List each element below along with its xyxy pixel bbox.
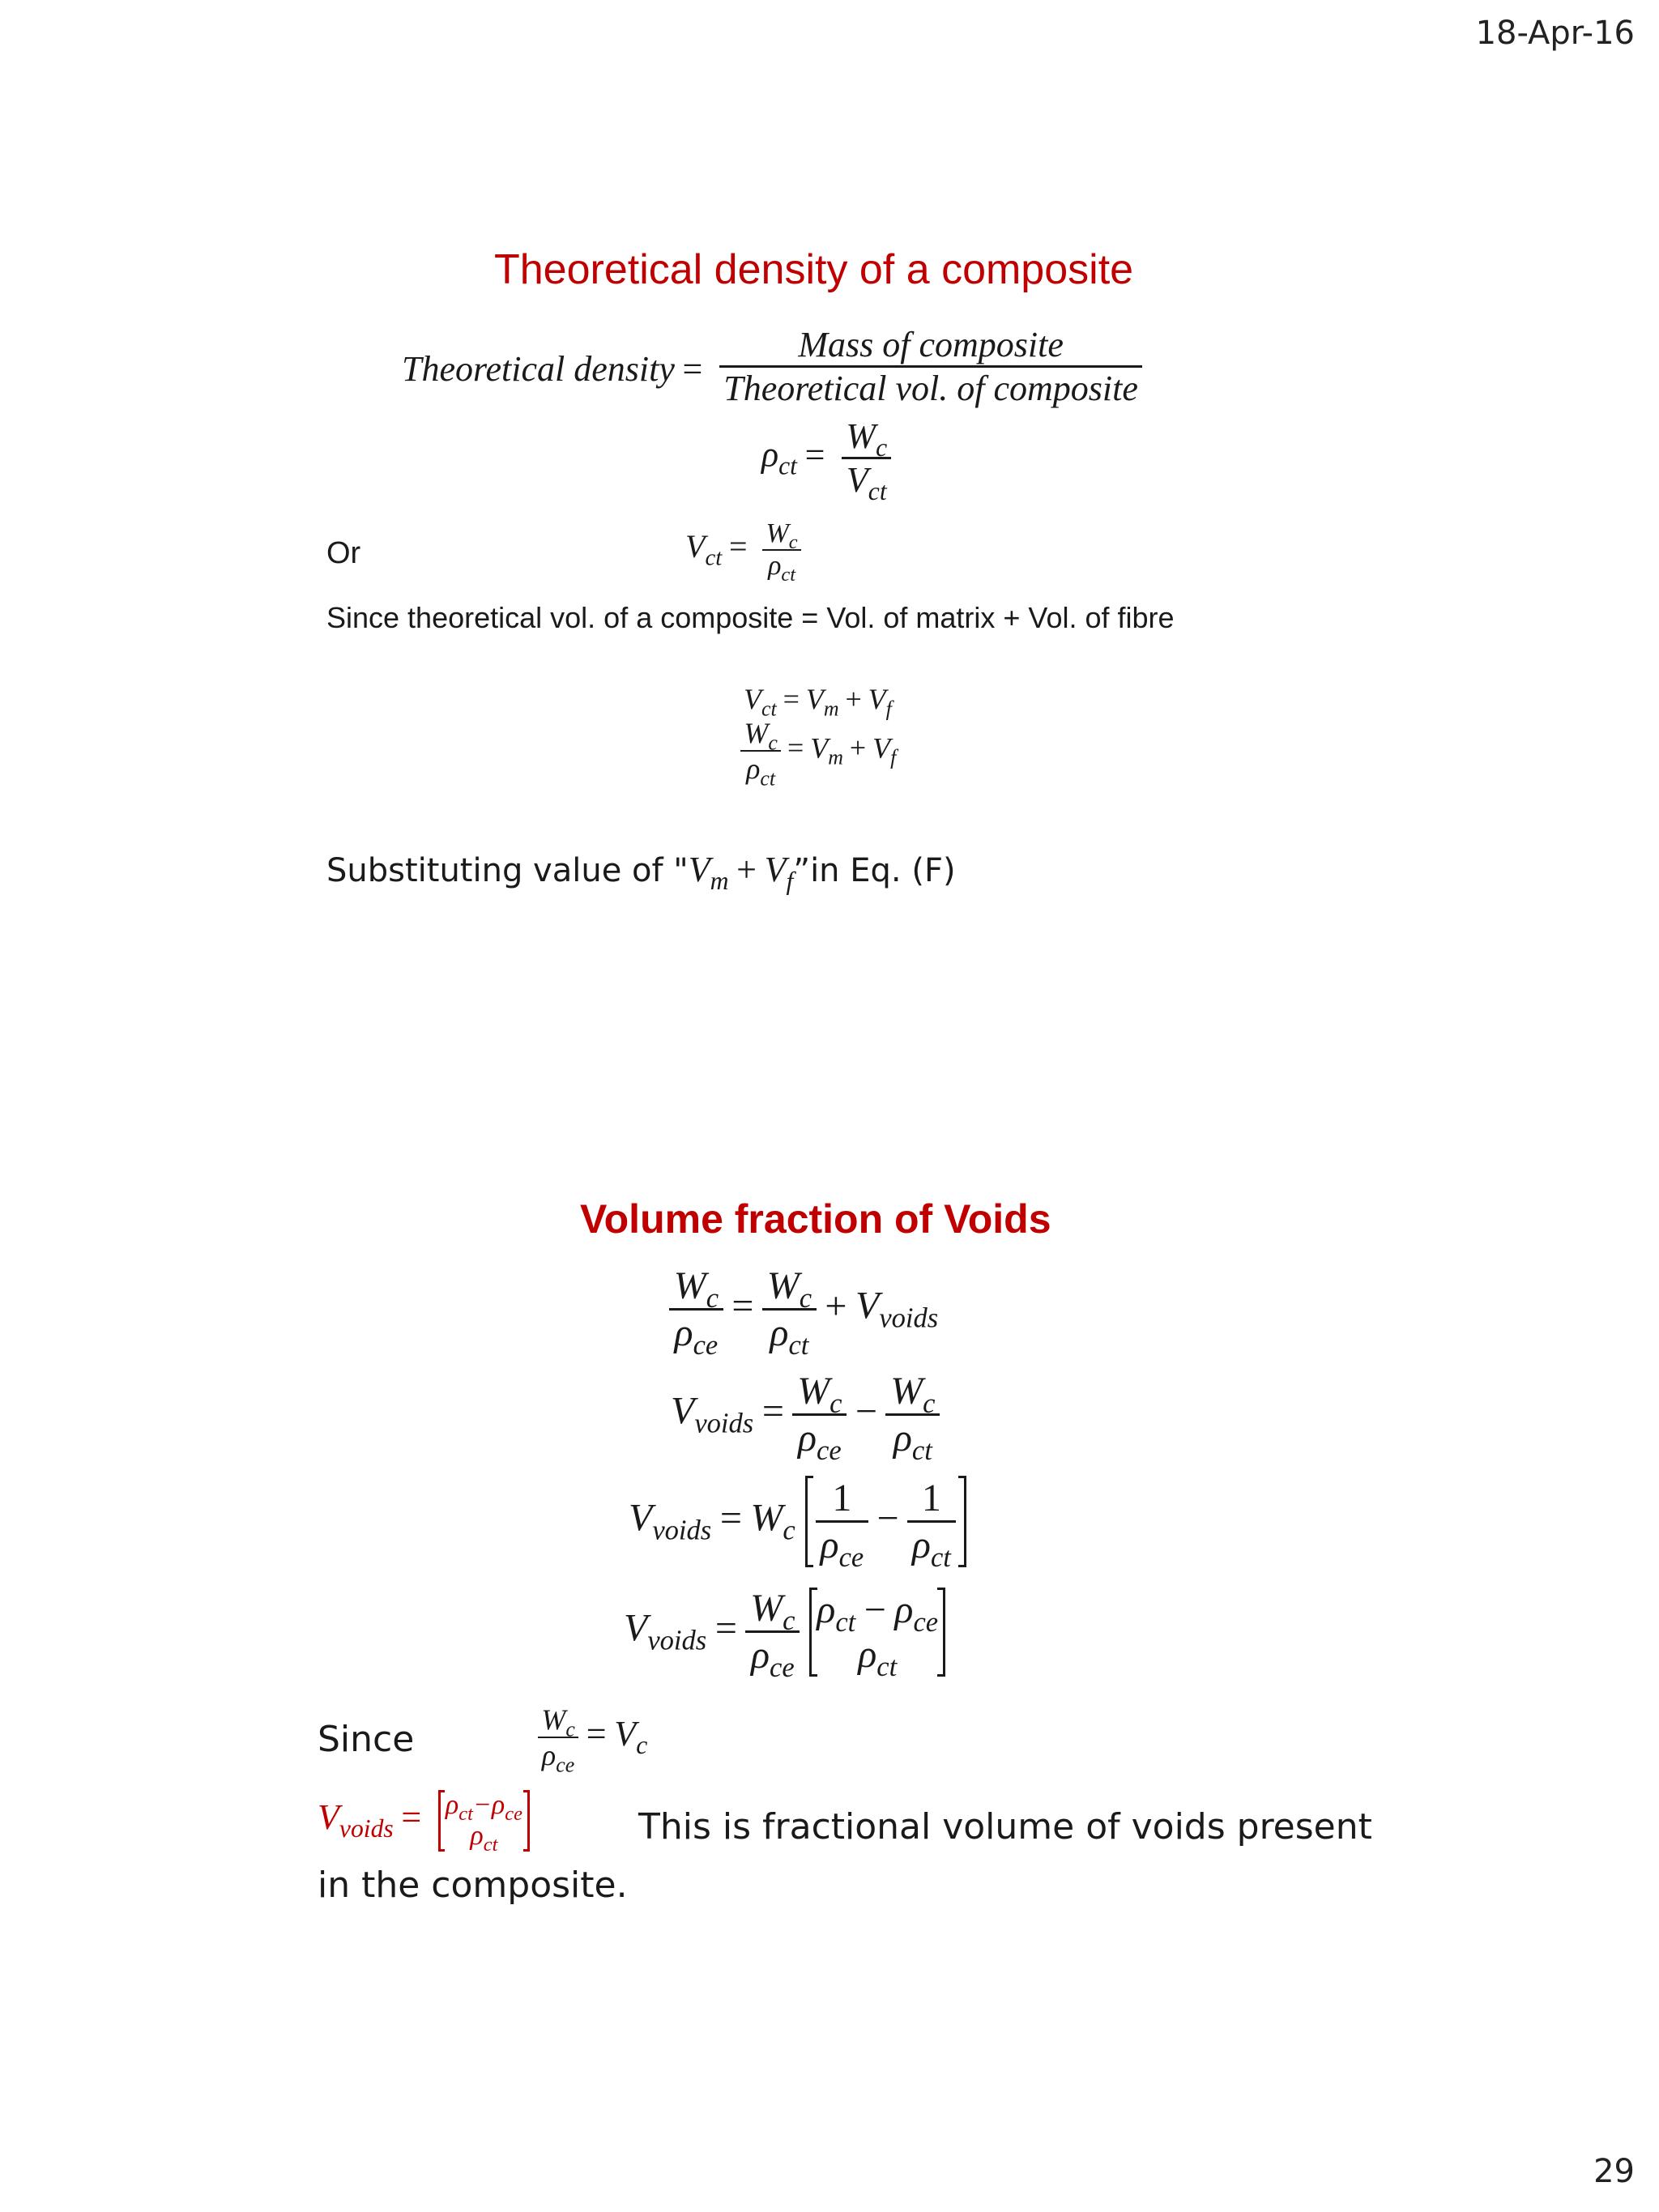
equation-voids-2: $V_{voids}$ = $\frac{W_c}{\rho_{ce}}$ − $\frac{W_c}{\rho_{ct}}$ — [671, 1369, 940, 1460]
equation-voids-4: $V_{voids}$ = $\frac{W_c}{\rho_{ce}}$ $\rho_{ct} - \rho_{ce}$ $\rho_{ct}$ — [624, 1586, 945, 1677]
equation-wc-over-rho-sum: $\frac{W_c}{\rho_{ct}}$ = $V_m + V_f$ — [740, 716, 896, 786]
equation-rho-ct: $\rho_{ct}$ = $\frac{W_c}{V_{ct}}$ — [761, 416, 891, 501]
page-number: 29 — [1593, 2153, 1635, 2190]
or-label: Or — [326, 536, 361, 570]
substituting-text: Substituting value of "$V_m$ + $V_f”in$ Eq. (F) — [326, 850, 956, 896]
since-theoretical-volume-text: Since theoretical vol. of a composite = Vol. of matrix + Vol. of fibre — [326, 601, 1175, 634]
since-label: Since — [318, 1719, 415, 1760]
equation-v-ct: $V_{ct}$ = $\frac{W_c}{\rho_{ct}}$ — [685, 518, 801, 582]
equation-voids-1: $\frac{W_c}{\rho_{ce}}$ = $\frac{W_c}{\rho_{ct}}$ + $V_{voids}$ — [669, 1264, 938, 1355]
final-description-line2: in the composite. — [318, 1865, 628, 1906]
equation-final-voids: $V_{voids}$ = $\rho_{ct}-\rho_{ce}$ $\rho_{ct}$ — [318, 1790, 530, 1852]
equation-since-vc: $\frac{W_c}{\rho_{ce}}$ = $V_c$ — [538, 1703, 647, 1772]
section-title-volume-fraction-voids: Volume fraction of Voids — [580, 1196, 1051, 1242]
final-description-line1: This is fractional volume of voids present — [638, 1806, 1372, 1848]
equation-theoretical-density: Theoretical density = $\frac{\text{Mass of composite}}{\text{Theoretical vol. of composite}}$ — [402, 324, 1142, 409]
equation-v-ct-sum: $V_{ct} = V_m + V_f$ — [744, 683, 892, 721]
section-title-theoretical-density: Theoretical density of a composite — [494, 246, 1134, 293]
slide-date: 18-Apr-16 — [1475, 15, 1635, 52]
equation-voids-3: $V_{voids} = W_c$ $\frac{1}{\rho_{ce}}$ − $\frac{1}{\rho_{ct}}$ — [629, 1476, 966, 1567]
